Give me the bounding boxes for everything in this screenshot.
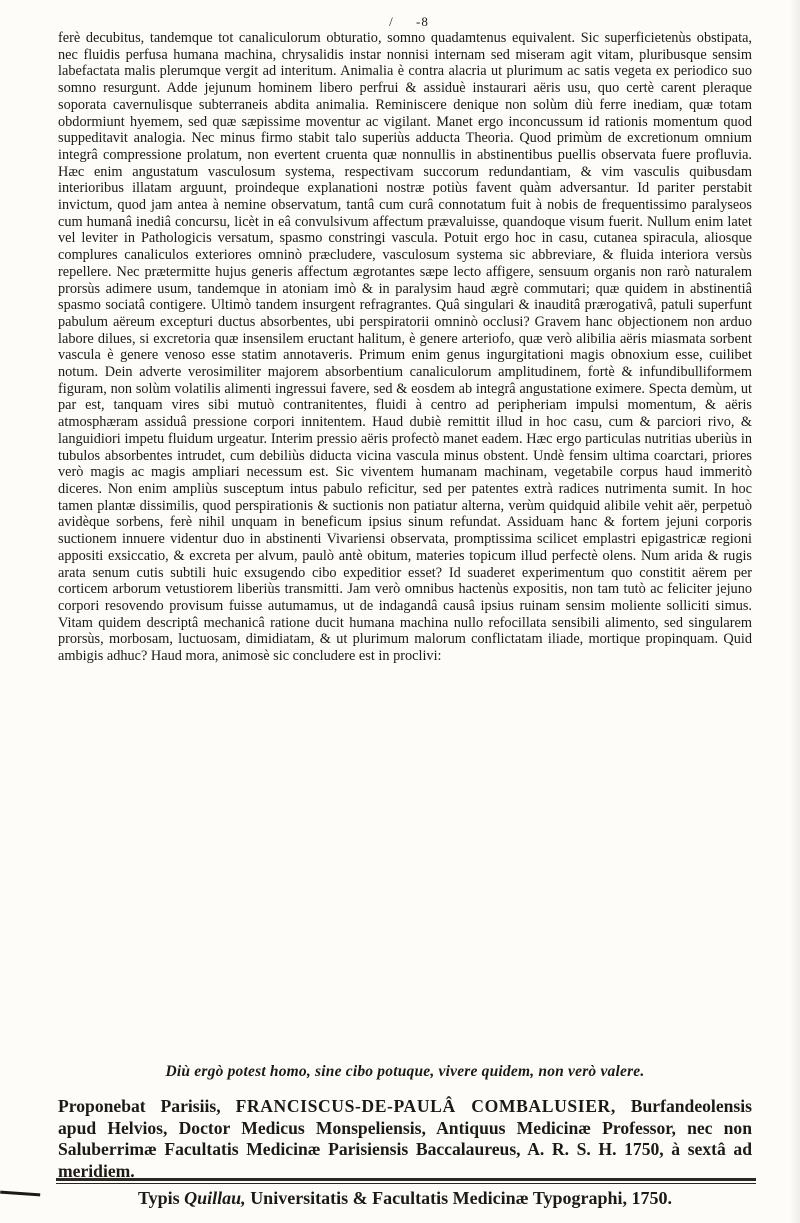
thesis-conclusion: Diù ergò potest homo, sine cibo potuque, vivere quidem, non verò valere. — [165, 1063, 645, 1080]
proposer-name: FRANCISCUS-DE-PAULÂ COMBALUSIER, — [235, 1096, 616, 1116]
imprint-prefix: Typis — [137, 1188, 180, 1208]
page-mark-slash: / — [389, 14, 394, 29]
imprint-text: Universitatis & Facultatis Medicinæ Typographi, 1750. — [250, 1188, 673, 1208]
page-signature-mark — [0, 14, 800, 30]
printer-imprint — [58, 1188, 752, 1209]
margin-stroke — [0, 1191, 40, 1203]
proposer-intro: Proponebat Parisiis, — [58, 1096, 221, 1116]
proposer-block — [58, 1096, 752, 1182]
proposer-credentials: Burfandeolensis apud Helvios, Doctor Medicus Monspeliensis, Antiquus Medicinæ Professor, nec non Saluberrimæ Facultatis Medicinæ Parisiensis Baccalaureus, A. R. S. H. 1750, à sextâ ad meridiem. — [58, 1096, 752, 1181]
imprint-printer: Quillau, — [184, 1188, 246, 1208]
main-body-text — [58, 30, 752, 665]
imprint-rule-thick — [56, 1178, 756, 1181]
page-edge-shadow — [790, 0, 800, 1223]
imprint-rule-thin — [56, 1183, 756, 1184]
body-paragraph: ferè decubitus, tandemque tot canaliculorum obturatio, somno quadamtenus equivalent. Sic superficietenùs obstipata, nec fluidis perfusa humana machina, chrysalidis instar nonnisi internam sed miseram agit vitam, pluribusque sensim labefactata malis plerumque vergit ad interitum. Animalia è contra alacria ut plurimum ac satis vegeta ex periodico suo somno resurgunt. Adde jejunum hominem libero perfrui & assiduè instaurari aëris usu, quo certè carent pleraque soporata cavernulisque subterraneis abdita animalia. Reminiscere denique non solùm diù ferre inediam, quæ totam obdormiunt hyemem, sed quæ sæpissime moventur ac vigilant. Manet ergo inconcussum id rationis momentum quod suppeditavit analogia. Nec minus firmo stabit talo superiùs adducta Theoria. Quod primùm de excretionum omnium integrâ compressione prolatum, non evertent cruenta quæ nonnullis in abstinentibus puellis observata fuere profluvia. Hæc enim angustatum vasculosum systema, respectivam succorum redundantiam, & vim vasculis quibusdam interioribus illatam arguunt, proindeque explanationi nostræ potiùs favent quàm adversantur. Id pariter perstabit invictum, quod jam antea à nemine observatum, tantâ cum curâ connotatum fuit à nobis de frequentissimo paralyseos cum humanâ inediâ concursu, licèt in eâ convulsivum affectum prævaluisse, quandoque visum fuerit. Nullum enim latet vel leviter in Pathologicis versatum, spasmo constringi vascula. Potuit ergo hoc in casu, cutanea spiracula, aliosque complures canaliculos exteriores omninò præcludere, vasculosum systema sic abbreviare, & fluida interiora versùs repellere. Nec prætermitte hujus generis affectum ægrotantes sæpe lecto affigere, sensuum organis non rarò naturalem prorsùs adimere usum, tandemque in atoniam imò & in paralysim haud ægrè commutari; quæ quidem in abstinentiâ spasmo sociatâ contigere. Ultimò tandem insurgent refragrantes. Quâ singulari & inauditâ prærogativâ, patuli superfunt pabulum aëreum excepturi ductus absorbentes, ubi perspiratorii omninò occlusi? Gravem hanc objectionem non arduo labore dilues, si excretoria quæ insensilem eructant halitum, è genere arteriofo, quæ verò alibilia aëris miasmata sorbent vascula è genere venoso esse statim annotaveris. Primum enim genus ingurgitationi magis obnoxium esse, cuilibet notum. Dein adverte verosimiliter majorem absorbentium canaliculorum amplitudinem, fortè & infundibulliformem figuram, non solùm volatilis alimenti ingressui favere, sed & eosdem ab integrâ angustatione eximere. Specta demùm, ut par est, tanquam vires sibi mutuò contranitentes, fluidi à centro ad peripheriam impulsi momentum, & aëris atmosphæram assiduâ pressione corpori innitentem. Haud dubiè remittit illud in hoc casu, cum & parciori rivo, & languidiori impetu fluidum urgeatur. Interim pressio aëris profectò manet eadem. Hæc ergo particulas nutritias uberiùs in tubulos absorbentes intrudet, cum debiliùs diducta vicina vascula minus obstent. Undè fensim ultima coarctari, priores verò magis ac magis ampliari necessum est. Sic viventem humanam machinam, vegetabile corpus haud immeritò diceres. Non enim ampliùs susceptum intus pabulo reficitur, sed per patentes extrà radices nutrimenta sumit. In hoc tamen plantæ dissimilis, quod perspirationis & suctionis non patiatur alterna, verùm quidquid alibile vehit aër, perpetuò avidèque sorbens, ferè nihil unquam in beneficum ipsius sinum refundat. Assiduam hanc & fortem jejuni corporis suctionem innuere videntur duo in abstinenti Vivariensi observata, promptissima scilicet emplastri epigastricæ regioni appositi exsiccatio, & excreta per alvum, paulò antè obitum, materies topicum illud perfectè olens. Num arida & rugis arata senum cutis subtili huic exsugendo cibo expeditior esset? Id suaderet experimentum quo constitit aërem per corticem arborum vetustiorem liberiùs transmitti. Jam verò omnibus hactenùs expositis, non tam tutò ac feliciter jejuno corpori resovendo provisum fuisse autumamus, ut de indagandâ causâ ipsius ruinam sensim moliente solliciti simus. Vitam quidem descriptâ mechanicâ ratione ducit humana machina nullo refocillata sensibili alimento, sed singularem prorsùs, morbosam, luctuosam, dimidiatam, & ut plurimum malorum conflictatam iliade, mortique propinquam. Quid ambigis adhuc? Haud mora, animosè sic concludere est in proclivi: — [58, 30, 752, 665]
page-mark-number: -8 — [416, 14, 429, 29]
